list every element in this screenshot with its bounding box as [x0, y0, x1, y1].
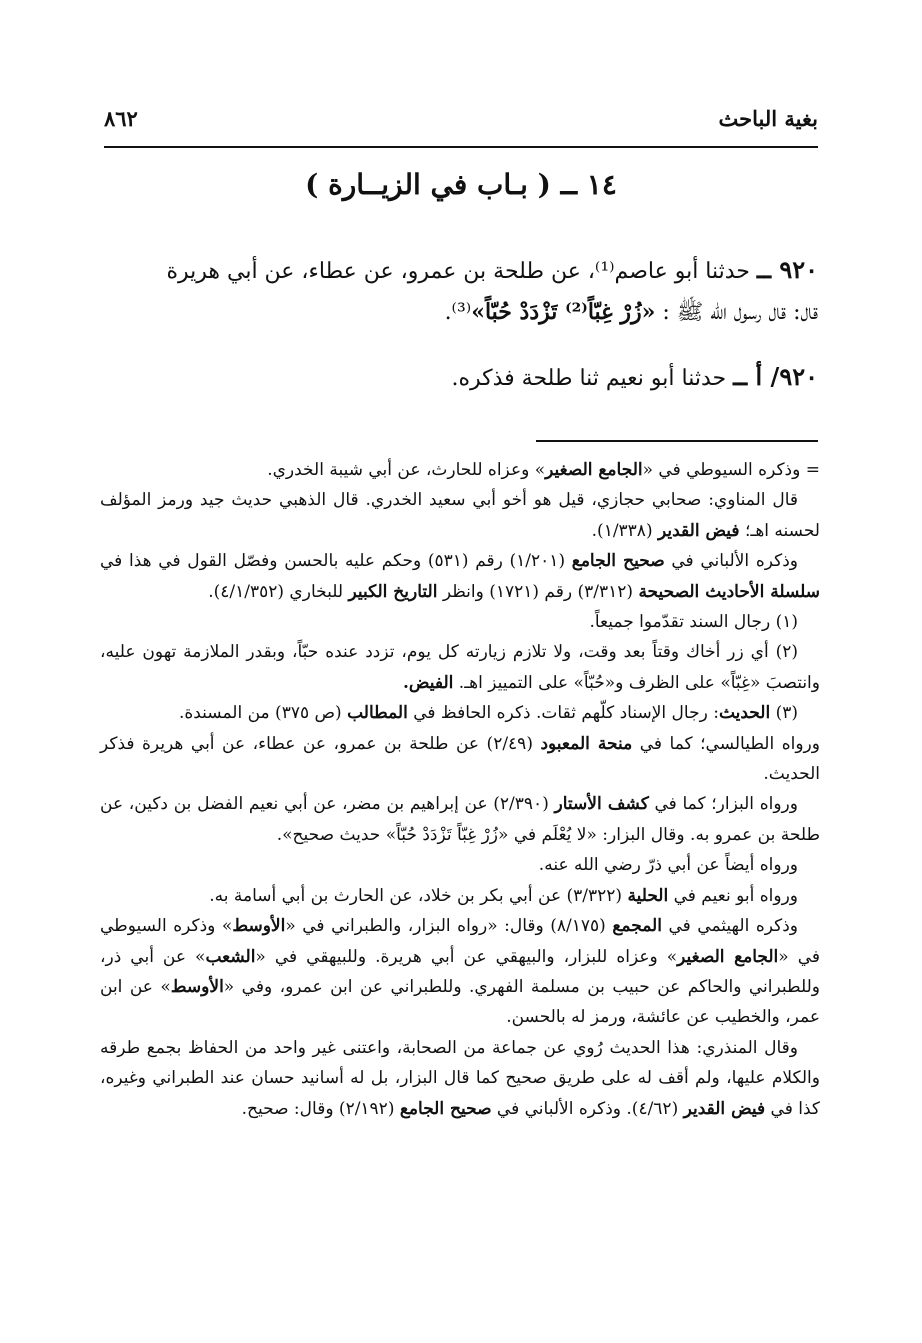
footnote-text: (١) رجال السند تقدّموا جميعاً.: [589, 612, 798, 633]
header-rule: [104, 146, 818, 148]
footnote-text: ورواه أيضاً عن أبي ذرّ رضي الله عنه.: [538, 855, 798, 876]
footnote-paragraph: [100, 485, 820, 546]
footnote-2: [100, 637, 820, 698]
footnote-3-tayalisi: [100, 729, 820, 790]
footnote-text: (٣): [770, 703, 798, 724]
footnote-label: الحديث: [718, 703, 771, 724]
footnote-text: (٣/٣٢٢) عن أبي بكر بن خلاد، عن الحارث بن أبي أسامة به.: [209, 885, 628, 906]
footnote-3-abu-dharr: [100, 850, 820, 880]
hadith-intro: قال: قال رسول الله ﷺ :: [655, 300, 818, 325]
book-ref: الفيض.: [403, 672, 454, 693]
hadith-920: [104, 250, 818, 333]
hadith-number: ٩٢٠ ــ: [756, 255, 818, 284]
book-ref: المجمع: [612, 916, 662, 937]
footnote-3-bazzar: [100, 789, 820, 850]
footnotes: [100, 455, 820, 1124]
hadith-footnote-ref: ⁽³⁾.: [444, 300, 472, 325]
book-ref: الأوسط: [170, 976, 224, 997]
footnote-text: = وذكره السيوطي في «: [642, 460, 820, 480]
footnote-text: » عن ابن عمر، والخطيب عن عائشة، ورمز له بالحسن.: [100, 976, 820, 1028]
footnote-text: (٢) أي زر أخاك وقتاً بعد وقت، ولا تلازم زيارته كل يوم، تزدد عنده حبّاً، وبقدر الملازمة تهون عليه، وانتصبَ «غِبّاً» على الظرف و«حُبّاً» على التمييز اهـ.: [100, 642, 820, 693]
footnote-text: » وعزاه للبزار، والبيهقي عن أبي هريرة. وللبيهقي في «: [255, 946, 678, 967]
footnote-text: » وذكره السيوطي في «: [100, 916, 821, 967]
footnote-text: ورواه أبو نعيم في: [668, 885, 798, 906]
book-ref: الأوسط: [232, 916, 286, 937]
footnote-text: وذكره الألباني في: [664, 551, 798, 572]
footnote-1: [100, 607, 820, 637]
footnote-text: » عن أبي ذر، وللطبراني والحاكم عن حبيب بن مسلمة الفهري. وللطبراني عن ابن عمرو، وفي «: [100, 946, 820, 997]
footnote-text: قال المناوي: صحابي حجازي، قيل هو أخو أبي سعيد الخدري. قال الذهبي حديث جيد ورمز المؤلف لحسنه اهـ؛: [100, 490, 820, 541]
book-ref: الحلية: [627, 885, 669, 906]
footnote-text: (٢/٤٩) عن طلحة بن عمرو، عن عطاء، عن أبي هريرة فذكر الحديث.: [100, 733, 820, 785]
footnote-text: وقال المنذري: هذا الحديث رُوي عن جماعة من الصحابة، واعتنى غير واحد من الحفاظ بجمع طرقه والكلام عليها، ولم أقف له على طريق صحيح كما قال البزار، بل له أسانيد حسان عند الطبراني وغيره، كذا في: [100, 1037, 820, 1119]
footnote-3-abu-nuaym: [100, 881, 820, 911]
book-ref: فيض القدير: [683, 1098, 766, 1119]
book-ref: سلسلة الأحاديث الصحيحة: [638, 581, 820, 602]
footnote-3-haythami: [100, 911, 820, 1033]
footnote-text: (ص ٣٧٥) من المسندة.: [178, 703, 348, 724]
hadith-isnad: حدثنا أبو عاصم⁽¹⁾، عن طلحة بن عمرو، عن عطاء، عن أبي هريرة: [166, 259, 757, 284]
footnote-text: (٣/٣١٢) رقم (١٧٢١) وانظر: [437, 581, 639, 602]
footnote-text: (٢/٣٩٠) عن إبراهيم بن مضر، عن أبي نعيم الفضل بن دكين، عن طلحة بن عمرو به. وقال البزار: «لا يُعْلَم في «زُرْ غِبّاً تَزْدَدْ حُبّاً» حديث صحيح».: [100, 794, 820, 845]
footnote-separator: [536, 440, 818, 442]
book-ref: صحيح الجامع: [571, 551, 665, 572]
footnote-text: (١/٢٠١) رقم (٥٣١) وحكم عليه بالحسن وفصّل القول في هذا في: [100, 551, 572, 572]
book-title: بغية الباحث: [718, 105, 818, 131]
footnote-text: (٨/١٧٥) وقال: «رواه البزار، والطبراني في «: [285, 916, 613, 937]
footnote-text: : رجال الإسناد كلّهم ثقات. ذكره الحافظ في: [407, 703, 719, 724]
footnote-text: للبخاري (٤/١/٣٥٢).: [208, 581, 349, 602]
book-ref: التاريخ الكبير: [348, 581, 438, 602]
footnote-3-mundhiri: [100, 1033, 820, 1124]
footnote-text: ورواه البزار؛ كما في: [648, 794, 798, 815]
footnote-text: (٤/٦٢). وذكره الألباني في: [491, 1098, 684, 1119]
hadith-number: ٩٢٠/ أ ــ: [733, 362, 818, 391]
footnote-paragraph: [100, 546, 820, 607]
main-text: [104, 250, 818, 423]
book-ref: المطالب: [347, 703, 408, 724]
chapter-title: ١٤ ــ ( بـاب في الزيــارة ): [305, 168, 617, 201]
footnote-3: [100, 698, 820, 728]
hadith-quote: «زُرْ غِبّاً⁽²⁾ تَزْدَدْ حُبّاً»: [471, 299, 656, 325]
hadith-text: حدثنا أبو نعيم ثنا طلحة فذكره.: [451, 366, 734, 391]
book-ref: الشعب: [205, 946, 256, 967]
footnote-text: ورواه الطيالسي؛ كما في: [632, 733, 820, 754]
book-ref: الجامع الصغير: [545, 460, 643, 480]
book-ref: منحة المعبود: [540, 733, 633, 754]
footnote-continuation: [100, 455, 820, 485]
running-head: [104, 100, 818, 136]
hadith-920a: [104, 357, 818, 399]
footnote-text: » وعزاه للحارث، عن أبي شيبة الخدري.: [267, 460, 546, 480]
book-ref: الجامع الصغير: [677, 946, 779, 967]
page-number: ٨٦٢: [104, 105, 138, 131]
book-ref: كشف الأستار: [554, 794, 649, 815]
footnote-text: (١/٣٣٨).: [591, 520, 658, 541]
footnote-text: (٢/١٩٢) وقال: صحيح.: [241, 1098, 400, 1119]
book-ref: فيض القدير: [658, 520, 740, 541]
footnote-text: وذكره الهيثمي في: [661, 916, 798, 937]
book-ref: صحيح الجامع: [399, 1098, 492, 1119]
